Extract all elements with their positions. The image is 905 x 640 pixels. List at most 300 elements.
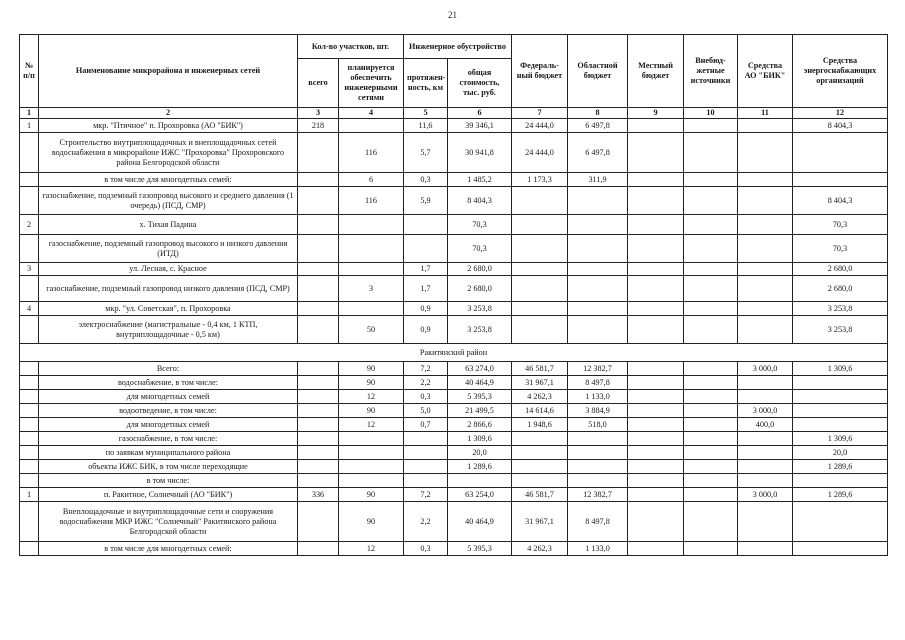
regional-budget: 8 497,8 — [568, 376, 628, 390]
length-km — [404, 432, 448, 446]
bik-funds — [738, 119, 793, 133]
federal-budget — [512, 446, 568, 460]
row-number — [20, 376, 39, 390]
length-km: 7,2 — [404, 362, 448, 376]
plots-planned: 90 — [339, 362, 404, 376]
total-cost: 8 404,3 — [448, 187, 512, 215]
offbudget-sources — [684, 263, 738, 276]
total-cost: 5 395,3 — [448, 542, 512, 556]
row-number — [20, 418, 39, 432]
energy-funds — [793, 173, 888, 187]
energy-funds — [793, 404, 888, 418]
plots-total — [298, 263, 339, 276]
local-budget — [628, 376, 684, 390]
bik-funds: 400,0 — [738, 418, 793, 432]
regional-budget — [568, 460, 628, 474]
total-cost: 30 941,8 — [448, 133, 512, 173]
plots-planned — [339, 432, 404, 446]
item-name: х. Тихая Падина — [39, 215, 298, 235]
plots-total — [298, 474, 339, 488]
row-number — [20, 502, 39, 542]
column-number: 2 — [39, 108, 298, 119]
table-row — [20, 316, 888, 344]
local-budget — [628, 460, 684, 474]
regional-budget: 518,0 — [568, 418, 628, 432]
energy-funds: 70,3 — [793, 235, 888, 263]
total-cost: 40 464,9 — [448, 502, 512, 542]
length-km: 0,7 — [404, 418, 448, 432]
energy-funds — [793, 542, 888, 556]
energy-funds: 70,3 — [793, 215, 888, 235]
length-km: 11,6 — [404, 119, 448, 133]
column-number: 11 — [738, 108, 793, 119]
local-budget — [628, 390, 684, 404]
offbudget-sources — [684, 133, 738, 173]
offbudget-sources — [684, 418, 738, 432]
header-cost: общая стоимость, тыс. руб. — [448, 59, 512, 108]
table-row — [20, 390, 888, 404]
header-name: Наименование микрорайона и инженерных сетей — [39, 35, 298, 108]
local-budget — [628, 502, 684, 542]
length-km — [404, 474, 448, 488]
column-number: 4 — [339, 108, 404, 119]
item-name: п. Ракитное, Солнечный (АО "БИК") — [39, 488, 298, 502]
plots-planned: 12 — [339, 542, 404, 556]
row-number — [20, 187, 39, 215]
plots-total: 336 — [298, 488, 339, 502]
offbudget-sources — [684, 235, 738, 263]
local-budget — [628, 542, 684, 556]
energy-funds: 1 289,6 — [793, 488, 888, 502]
length-km: 5,0 — [404, 404, 448, 418]
plots-planned — [339, 119, 404, 133]
header-plots-total: всего — [298, 59, 339, 108]
row-number — [20, 432, 39, 446]
plots-planned: 90 — [339, 376, 404, 390]
row-number — [20, 235, 39, 263]
plots-total — [298, 235, 339, 263]
regional-budget — [568, 187, 628, 215]
plots-planned — [339, 263, 404, 276]
item-name: для многодетных семей — [39, 390, 298, 404]
plots-planned — [339, 446, 404, 460]
regional-budget — [568, 215, 628, 235]
energy-funds — [793, 133, 888, 173]
regional-budget: 1 133,0 — [568, 542, 628, 556]
plots-total — [298, 302, 339, 316]
local-budget — [628, 215, 684, 235]
plots-planned: 90 — [339, 502, 404, 542]
plots-planned — [339, 474, 404, 488]
bik-funds — [738, 215, 793, 235]
table-row — [20, 302, 888, 316]
plots-planned: 116 — [339, 187, 404, 215]
total-cost: 2 680,0 — [448, 276, 512, 302]
plots-planned: 12 — [339, 390, 404, 404]
item-name: мкр. "ул. Советская", п. Прохоровка — [39, 302, 298, 316]
regional-budget: 311,9 — [568, 173, 628, 187]
regional-budget: 3 884,9 — [568, 404, 628, 418]
plots-total — [298, 187, 339, 215]
row-number: 1 — [20, 488, 39, 502]
item-name: объекты ИЖС БИК, в том числе переходящие — [39, 460, 298, 474]
energy-funds: 1 309,6 — [793, 362, 888, 376]
length-km — [404, 460, 448, 474]
bik-funds — [738, 460, 793, 474]
header-length: протяжен-ность, км — [404, 59, 448, 108]
local-budget — [628, 276, 684, 302]
energy-funds: 3 253,8 — [793, 302, 888, 316]
total-cost: 70,3 — [448, 215, 512, 235]
regional-budget — [568, 263, 628, 276]
federal-budget: 14 614,6 — [512, 404, 568, 418]
table-row — [20, 474, 888, 488]
plots-planned: 116 — [339, 133, 404, 173]
offbudget-sources — [684, 474, 738, 488]
offbudget-sources — [684, 488, 738, 502]
program-table — [19, 34, 888, 556]
federal-budget — [512, 263, 568, 276]
table-row — [20, 488, 888, 502]
local-budget — [628, 119, 684, 133]
plots-total — [298, 404, 339, 418]
table-row — [20, 446, 888, 460]
column-number: 1 — [20, 108, 39, 119]
energy-funds: 2 680,0 — [793, 263, 888, 276]
row-number — [20, 316, 39, 344]
item-name: мкр. "Птичное" п. Прохоровка (АО "БИК") — [39, 119, 298, 133]
column-number: 12 — [793, 108, 888, 119]
plots-total — [298, 276, 339, 302]
table-row — [20, 376, 888, 390]
length-km — [404, 215, 448, 235]
bik-funds — [738, 474, 793, 488]
total-cost: 1 289,6 — [448, 460, 512, 474]
length-km — [404, 235, 448, 263]
total-cost: 40 464,9 — [448, 376, 512, 390]
plots-total — [298, 133, 339, 173]
table-row — [20, 460, 888, 474]
energy-funds — [793, 390, 888, 404]
row-number — [20, 276, 39, 302]
federal-budget — [512, 432, 568, 446]
total-cost: 2 680,0 — [448, 263, 512, 276]
offbudget-sources — [684, 362, 738, 376]
header-plots-group: Кол-во участков, шт. — [298, 35, 404, 59]
bik-funds — [738, 376, 793, 390]
bik-funds — [738, 432, 793, 446]
item-name: газоснабжение, подземный газопровод высокого и среднего давления (1 очередь) (ПСД, СМР) — [39, 187, 298, 215]
local-budget — [628, 173, 684, 187]
total-cost: 1 485,2 — [448, 173, 512, 187]
regional-budget: 8 497,8 — [568, 502, 628, 542]
federal-budget — [512, 302, 568, 316]
federal-budget: 31 967,1 — [512, 502, 568, 542]
plots-total: 218 — [298, 119, 339, 133]
bik-funds — [738, 133, 793, 173]
length-km: 0,9 — [404, 302, 448, 316]
bik-funds — [738, 542, 793, 556]
energy-funds — [793, 376, 888, 390]
regional-budget — [568, 235, 628, 263]
regional-budget — [568, 276, 628, 302]
row-number — [20, 404, 39, 418]
item-name: водоотведение, в том числе: — [39, 404, 298, 418]
offbudget-sources — [684, 542, 738, 556]
header-engineering-group: Инженерное обустройство — [404, 35, 512, 59]
table-row — [20, 404, 888, 418]
item-name: в том числе: — [39, 474, 298, 488]
energy-funds: 20,0 — [793, 446, 888, 460]
local-budget — [628, 302, 684, 316]
total-cost: 5 395,3 — [448, 390, 512, 404]
local-budget — [628, 263, 684, 276]
bik-funds — [738, 390, 793, 404]
energy-funds: 2 680,0 — [793, 276, 888, 302]
local-budget — [628, 316, 684, 344]
offbudget-sources — [684, 390, 738, 404]
table-row — [20, 187, 888, 215]
length-km — [404, 446, 448, 460]
regional-budget — [568, 302, 628, 316]
item-name: в том числе для многодетных семей: — [39, 173, 298, 187]
length-km: 1,7 — [404, 276, 448, 302]
plots-planned — [339, 460, 404, 474]
table-row — [20, 263, 888, 276]
row-number: 2 — [20, 215, 39, 235]
header-energy: Средства энергоснабжающих организаций — [793, 35, 888, 108]
table-row — [20, 173, 888, 187]
plots-total — [298, 376, 339, 390]
row-number — [20, 133, 39, 173]
bik-funds — [738, 302, 793, 316]
row-number — [20, 173, 39, 187]
plots-total — [298, 542, 339, 556]
total-cost: 3 253,8 — [448, 316, 512, 344]
plots-planned: 90 — [339, 488, 404, 502]
row-number: 1 — [20, 119, 39, 133]
header-bik: Средства АО "БИК" — [738, 35, 793, 108]
federal-budget: 1 948,6 — [512, 418, 568, 432]
table-row — [20, 215, 888, 235]
item-name: по заявкам муниципального района — [39, 446, 298, 460]
energy-funds: 3 253,8 — [793, 316, 888, 344]
length-km: 0,3 — [404, 542, 448, 556]
regional-budget — [568, 446, 628, 460]
bik-funds — [738, 173, 793, 187]
row-number: 4 — [20, 302, 39, 316]
bik-funds — [738, 187, 793, 215]
federal-budget — [512, 316, 568, 344]
offbudget-sources — [684, 376, 738, 390]
regional-budget: 6 497,8 — [568, 133, 628, 173]
offbudget-sources — [684, 502, 738, 542]
federal-budget — [512, 276, 568, 302]
plots-total — [298, 362, 339, 376]
regional-budget: 12 382,7 — [568, 488, 628, 502]
energy-funds — [793, 418, 888, 432]
item-name: для многодетных семей — [39, 418, 298, 432]
column-number: 7 — [512, 108, 568, 119]
regional-budget: 12 382,7 — [568, 362, 628, 376]
bik-funds — [738, 276, 793, 302]
plots-total — [298, 173, 339, 187]
bik-funds: 3 000,0 — [738, 404, 793, 418]
total-cost: 2 866,6 — [448, 418, 512, 432]
offbudget-sources — [684, 446, 738, 460]
item-name: газоснабжение, в том числе: — [39, 432, 298, 446]
local-budget — [628, 432, 684, 446]
local-budget — [628, 133, 684, 173]
offbudget-sources — [684, 187, 738, 215]
row-number — [20, 446, 39, 460]
total-cost: 3 253,8 — [448, 302, 512, 316]
item-name: электроснабжение (магистральные - 0,4 км, 1 КТП, внутриплощадочные - 0,5 км) — [39, 316, 298, 344]
item-name: водоснабжение, в том числе: — [39, 376, 298, 390]
plots-total — [298, 502, 339, 542]
local-budget — [628, 362, 684, 376]
plots-planned — [339, 235, 404, 263]
offbudget-sources — [684, 173, 738, 187]
local-budget — [628, 446, 684, 460]
length-km: 1,7 — [404, 263, 448, 276]
item-name: газоснабжение, подземный газопровод высокого и низкого давления (ИТД) — [39, 235, 298, 263]
column-number-row — [20, 108, 888, 119]
offbudget-sources — [684, 316, 738, 344]
total-cost: 20,0 — [448, 446, 512, 460]
region-title: Ракитянский район — [20, 344, 888, 362]
length-km: 5,9 — [404, 187, 448, 215]
federal-budget — [512, 474, 568, 488]
item-name: газоснабжение, подземный газопровод низкого давления (ПСД, СМР) — [39, 276, 298, 302]
plots-total — [298, 432, 339, 446]
energy-funds: 1 289,6 — [793, 460, 888, 474]
row-number — [20, 362, 39, 376]
plots-total — [298, 215, 339, 235]
total-cost: 39 346,1 — [448, 119, 512, 133]
length-km: 0,9 — [404, 316, 448, 344]
table-row — [20, 133, 888, 173]
bik-funds — [738, 502, 793, 542]
row-number — [20, 474, 39, 488]
region-row — [20, 344, 888, 362]
energy-funds — [793, 502, 888, 542]
table-row — [20, 432, 888, 446]
total-cost: 70,3 — [448, 235, 512, 263]
header-federal: Федераль-ный бюджет — [512, 35, 568, 108]
table-row — [20, 418, 888, 432]
bik-funds — [738, 263, 793, 276]
plots-planned: 12 — [339, 418, 404, 432]
offbudget-sources — [684, 460, 738, 474]
offbudget-sources — [684, 302, 738, 316]
federal-budget — [512, 215, 568, 235]
local-budget — [628, 404, 684, 418]
column-number: 6 — [448, 108, 512, 119]
table-row — [20, 362, 888, 376]
item-name: Внеплощадочные и внутриплощадочные сети и сооружения водоснабжения МКР ИЖС "Солнечный" Ракитянского района Белгородской области — [39, 502, 298, 542]
federal-budget: 1 173,3 — [512, 173, 568, 187]
length-km: 7,2 — [404, 488, 448, 502]
plots-planned: 6 — [339, 173, 404, 187]
federal-budget — [512, 187, 568, 215]
local-budget — [628, 488, 684, 502]
plots-total — [298, 390, 339, 404]
length-km: 2,2 — [404, 502, 448, 542]
local-budget — [628, 418, 684, 432]
header-plots-planned: планируется обеспечить инженерными сетями — [339, 59, 404, 108]
bik-funds: 3 000,0 — [738, 488, 793, 502]
plots-total — [298, 446, 339, 460]
plots-planned: 3 — [339, 276, 404, 302]
federal-budget: 31 967,1 — [512, 376, 568, 390]
header-local: Местный бюджет — [628, 35, 684, 108]
regional-budget: 1 133,0 — [568, 390, 628, 404]
bik-funds: 3 000,0 — [738, 362, 793, 376]
federal-budget: 24 444,0 — [512, 119, 568, 133]
total-cost: 1 309,6 — [448, 432, 512, 446]
federal-budget: 24 444,0 — [512, 133, 568, 173]
total-cost: 63 254,0 — [448, 488, 512, 502]
header-regional: Областной бюджет — [568, 35, 628, 108]
offbudget-sources — [684, 432, 738, 446]
plots-planned: 90 — [339, 404, 404, 418]
local-budget — [628, 474, 684, 488]
bik-funds — [738, 316, 793, 344]
regional-budget — [568, 316, 628, 344]
federal-budget: 4 262,3 — [512, 390, 568, 404]
table-row — [20, 502, 888, 542]
offbudget-sources — [684, 119, 738, 133]
regional-budget — [568, 432, 628, 446]
row-number — [20, 460, 39, 474]
bik-funds — [738, 446, 793, 460]
item-name: ул. Лесная, с. Красное — [39, 263, 298, 276]
item-name: Строительство внутриплощадочных и внеплощадочных сетей водоснабжения в микрорайоне ИЖС "Прохоровка" Прохоровского района Белгородской области — [39, 133, 298, 173]
federal-budget: 46 581,7 — [512, 362, 568, 376]
plots-planned — [339, 302, 404, 316]
local-budget — [628, 187, 684, 215]
plots-total — [298, 316, 339, 344]
length-km: 5,7 — [404, 133, 448, 173]
local-budget — [628, 235, 684, 263]
federal-budget: 4 262,3 — [512, 542, 568, 556]
federal-budget — [512, 235, 568, 263]
table-row — [20, 235, 888, 263]
table-row — [20, 542, 888, 556]
column-number: 5 — [404, 108, 448, 119]
energy-funds — [793, 474, 888, 488]
header-num: № п/п — [20, 35, 39, 108]
regional-budget: 6 497,8 — [568, 119, 628, 133]
energy-funds: 1 309,6 — [793, 432, 888, 446]
length-km: 0,3 — [404, 173, 448, 187]
plots-total — [298, 460, 339, 474]
federal-budget — [512, 460, 568, 474]
row-number — [20, 390, 39, 404]
table-row — [20, 119, 888, 133]
plots-planned — [339, 215, 404, 235]
total-cost: 21 499,5 — [448, 404, 512, 418]
row-number — [20, 542, 39, 556]
plots-planned: 50 — [339, 316, 404, 344]
energy-funds: 8 404,3 — [793, 119, 888, 133]
item-name: в том числе для многодетных семей: — [39, 542, 298, 556]
length-km: 2,2 — [404, 376, 448, 390]
regional-budget — [568, 474, 628, 488]
bik-funds — [738, 235, 793, 263]
item-name: Всего: — [39, 362, 298, 376]
